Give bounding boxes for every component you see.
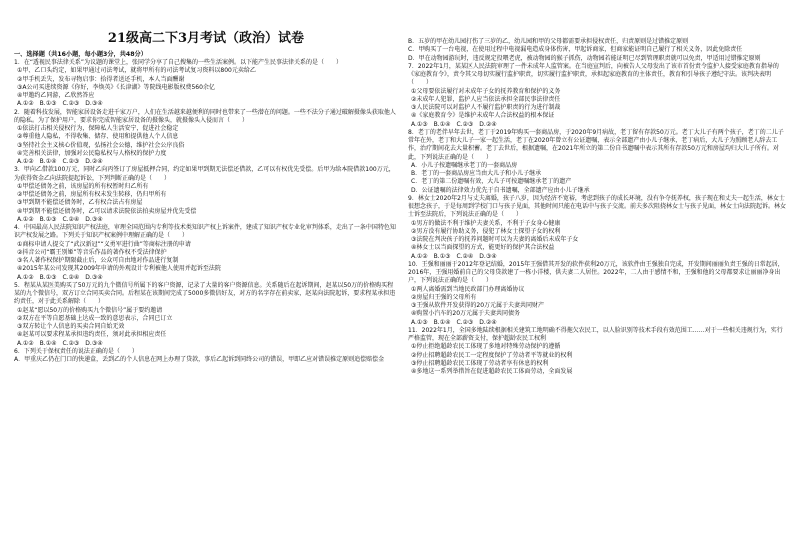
answer-choices: A.①③ B.①④ C.②③ D.②④ <box>411 318 497 326</box>
page-title: 21级高二下3月考试（政治）试卷 <box>107 31 305 46</box>
option-line: C．老丁的第二份遗嘱有效，大儿子可按遗嘱继承老丁的遗产 <box>411 178 572 186</box>
question-text: 10．王强和丽丽于2012年登记结婚，2015年王强借其开发的软件获利20万元，该软件由王强独自完成，开发期间丽丽负责王强的日常起居，2016年，王强用婚前自己的父母贷款建了一栋小洋楼，供夫妻二人居住。2022年，二人由于感情不和，王强和他的父母都要求让丽丽净身出户，下列说法正确的是（ ） <box>408 260 784 285</box>
option-line: ④甲到期不能偿还债务时，乙可以请求法院依法拍卖房屋并优先受偿 <box>17 207 197 215</box>
option-line: ③甲到期不能偿还债务时，乙有权合法占有房屋 <box>17 199 143 207</box>
option-line: ②甲手机丢失，发布寻物启事：拾得者送还手机，本人当面酬谢 <box>17 75 185 83</box>
option-line: ②房屋归王强的父母所有 <box>411 293 477 301</box>
question-text: D．甲在动物园游玩时，违反规定投喂老虎，被动物园的猴子抓伤，动物园若能证明已尽到管理职责就可以免责，甲适用过错推定原则 <box>408 54 761 62</box>
option-line: ①赵某“愿以50万的价格购买九个微信号”属于要约邀请 <box>17 306 163 314</box>
option-line: D．公证遗嘱的法律效力优先于自书遗嘱，全部遗产应由小儿子继承 <box>411 186 590 194</box>
left-question-list <box>14 59 398 364</box>
answer-choices: A.①② B.①④ C.②③ D.②④ <box>17 158 103 165</box>
answer-choices: A.①② B.①③ C.②④ D.③④ <box>17 273 103 281</box>
question-text: 1．在“透视民事法律关系”为议题的课堂上，张同学分享了自己搜集的一些生活案例。以下能产生民事法律关系的是（ ） <box>14 59 343 66</box>
option-line: ①甲、乙口头约定，如果甲通过司法考试，就将甲所有的司法考试复习资料以800元卖给乙 <box>17 67 256 75</box>
question-text: 5．程某从某医美购买了50万元的九个微信号所属下的客户资源，记录了大量的客户资源信息。关系随后在起诉期间，赵某以50万的价格购买程某的九个微信号，双方订立合同买卖合同。后程某在该期间完成了5000多微信好友，对方的名字存在前卖家，赵某向法院起诉，要求程某承担违约责任，对于此关系解除（ ） <box>14 281 396 306</box>
question-text: 3．甲向乙借款100万元，同时乙向丙签订了房屋抵押合同，约定如果甲到期无法偿还借款，乙可以有权优先受偿。后甲为给本院借款100万元，为获得资金乙向法院提起诉讼，下列判断正确的是（ ） <box>14 166 395 182</box>
answer-choices: A.①② B.①③ C.②④ D.③④ <box>411 252 497 260</box>
option-line: ④完善相关法律，加强对公民隐私权与人格权的保护力度 <box>17 149 167 157</box>
option-line: ①甲偿还债务之前，该房屋的所有权暂时归乙所有 <box>17 182 149 190</box>
option-line: ①男方的做法不利于维护夫妻关系，不利于子女身心健康 <box>411 219 561 227</box>
left-column <box>14 0 398 560</box>
option-line: ②未成年人犯罪，监护人应当依法承担全部民事法律责任 <box>411 95 561 103</box>
question-text: C．甲购买了一台电视，在使用过程中电视漏电造成身体伤害，甲起诉商家，但商家能证明自己履行了相关义务，因此免除责任 <box>408 46 743 54</box>
question-text: B．五岁的甲在幼儿园打伤了三岁的乙，幼儿园和甲的父母都需要承担侵权责任，归责原则是过错推定原则 <box>408 38 689 45</box>
option-line: ②男方没有履行协助义务，侵犯了林女士探望子女的权利 <box>411 227 561 235</box>
option-line: ③坚持社会主义核心价值观，弘扬社会公德，维护社会公序良俗 <box>17 141 185 149</box>
question-text: 9．林女士2020年2月与丈夫离婚，孩子八岁，因为经济不宽裕，考虑到孩子的成长环境，没有争夺抚养权，孩子现在和丈夫一起生活，林女士很想念孩子，于是每周到学校门口与孩子见面，其他时间只能在电话中与孩子交流。前夫多次阻挠林女士与孩子见面，林女士向法院起诉。林女士诉至法院后，下列说法正确的是（ ） <box>408 194 787 219</box>
option-line: ②尊重他人隐私，不得收集、储存、使用和提供他人个人信息 <box>17 133 179 141</box>
answer-choices: A.①③ B.①④ C.②③ D.②④ <box>411 120 497 128</box>
option-line: ③人民法院可以对监护人不履行监护职责的行为进行制裁 <box>411 104 561 111</box>
question-text: 7．2022年1月，某某区人民法院审理了一件未成年人监管案。在当庭宣判后，向被告人父母发出了该市首份责令监护人接受家庭教育指导的《家庭教育令》，责令其父母切实履行监护职责，切实履行监护职责，承担起家庭教育的主体责任，教育和引导孩子遵纪守法。该判决表明（ ） <box>408 62 779 87</box>
question-text: A．甲重庆乙仍在门口的快递盒，丢到乙的个人信息在网上办理了贷款，事后乙起诉到同终公司的错误，甲即乙应对错误推定原则追偿赔偿金 <box>14 356 385 363</box>
option-line: B．老丁的一套商品房应当由大儿子和小儿子继承 <box>411 170 542 177</box>
option-line: ①两人离婚需到当地民政部门办理离婚协议 <box>411 285 525 293</box>
question-text: 8．老丁的老伴早年去世，老丁于2019年购买一套商品房，于2020年9月病故，老丁留有存款50万元。老丁大儿子有两个孩子，老丁的二儿子常年在外，老丁和大儿子一家一起生活，老丁在2020年曾立有公证遗嘱，表示全部遗产由小儿子继承，老丁病后，大儿子为照顾老人辞去工作，治疗期间花去大量积蓄。老丁去世后，根据遗嘱，在2021年所立的第二份自书遗嘱中表示其所有存款50万元和房屋均归大儿子所有。对此，下列说法正确的是（ ） <box>408 128 784 161</box>
right-column <box>408 0 788 560</box>
right-question-list <box>408 38 788 376</box>
option-line: ③法院在判决孩子的抚养问题时可以为夫妻的离婚后未成年子女 <box>411 236 579 243</box>
option-line: ④多地这一系列举措旨在促进超龄农民工体面劳动，全面发展 <box>411 368 573 375</box>
option-line: ③王强从软件开发获得的20万元属于夫妻共同财产 <box>411 302 545 309</box>
section-heading: 一、选择题（共16小题，每小题3分，共48分） <box>14 51 147 58</box>
option-line: ③名人著作权保护期限截止后，公众可自由地对作品进行复制 <box>17 257 179 264</box>
option-line: ④甲邀约乙同游，乙欣然答应 <box>17 92 95 99</box>
option-line: ③停止招聘超龄农民工体现了劳动者享有休息的权利 <box>411 359 549 367</box>
option-line: ④赵某可以要求程某承担违约责任，须对此承担相应责任 <box>17 331 167 339</box>
question-text: 11．2022年1月，全国多地陆续根据相关建筑工地明确不得拖欠农民工，以人脸识别等技术手段有效范围工……对于一些相关违规行为，实行严格监管，现在全部薪资支付，保护超龄农民工权利 <box>408 326 783 342</box>
option-line: ④购置小汽车的20万元属于夫妻共同债务 <box>411 310 521 318</box>
question-text: 4．中国最高人民法院知识产权法庭，审理全国范围内专利等技术类知识产权上诉案件，建成了知识产权专业化审判体系，走出了一条中国特色知识产权发展之路。下列关于知识产权案例中理解正确的是（ ） <box>14 224 396 240</box>
option-line: ③双方转让个人信息的买卖合同自始无效 <box>17 323 125 330</box>
option-line: ②双方在平等自愿基础上达成一致的意思表示，合同已订立 <box>17 314 173 322</box>
option-line: A．小儿子按遗嘱继承老丁的一套商品房 <box>411 161 518 169</box>
answer-choices: A.①② B.①④ C.②③ D.③④ <box>17 339 103 347</box>
option-line: ④林女士以当面探望的方式，能更好的保护其合法权益 <box>411 244 555 252</box>
option-line: ②甲偿还债务之前，房屋所有权未发生转移，仍归甲所有 <box>17 191 167 198</box>
option-line: ①父母要依法履行对未成年子女的抚养教育和保护的义务 <box>411 87 561 95</box>
question-text: 6．下列关于保权责任的说法正确的是（ ） <box>14 347 138 355</box>
option-line: ②停止招聘超龄农民工一定程度保护了劳动者平等就业的权利 <box>411 351 573 359</box>
answer-choices: A.①② B.①③ C.②④ D.③④ <box>17 215 103 223</box>
answer-choices: A.①② B.①③ C.②③ D.③④ <box>17 100 103 108</box>
option-line: ③A公司买进续资源《你好，李焕英》《长津湖》等院线电影版权费560余亿 <box>17 83 215 91</box>
option-line: ④《家庭教育令》是维护未成年人合法权益的根本保证 <box>411 112 555 120</box>
question-text: 2．随着科技发展，智能家居设备走进千家万户，人们在生活越来越便利的同时也带来了一些潜在的问题。一些不法分子通过破解摄像头获取他人的隐私。为了保护用户，要求你完成智能家居设备的摄像头，就摄像头入侵而言（ ） <box>14 108 396 124</box>
option-line: ①停止拒绝超龄农民工体现了多地对特殊劳动保护的遵循 <box>411 343 561 351</box>
option-line: ①依法打击相关侵权行为，保障私人生活安宁，促进社会稳定 <box>17 125 179 132</box>
option-line: ④2015年某公司发现其2009年申请的外观设计专利被他人使用并起诉至法院 <box>17 265 221 273</box>
option-line: ①商标申请人提交了“武汉新冠”“义勇军进行曲”等商标注册的申请 <box>17 240 191 248</box>
option-line: ②抖音公司“霸王别姬”等音乐作品的著作权不受法律保护 <box>17 248 167 256</box>
